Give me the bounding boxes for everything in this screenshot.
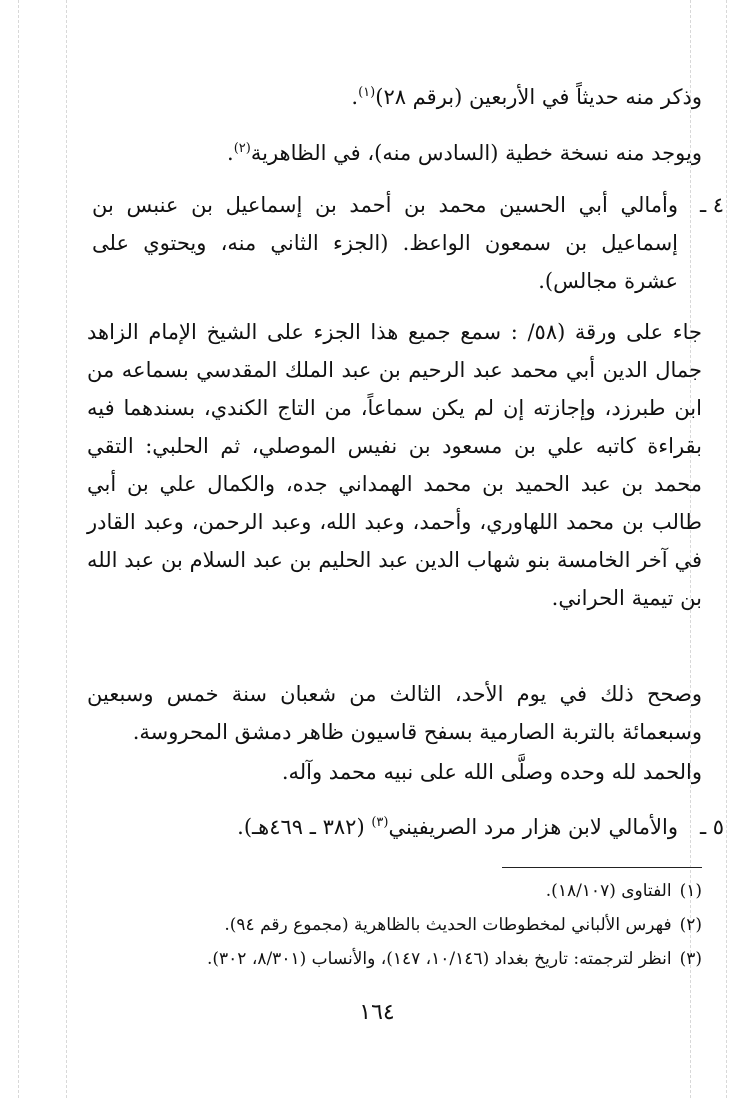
footnote-number: (٢) — [679, 915, 702, 935]
footnotes — [82, 874, 702, 976]
scan-guide-line — [726, 0, 727, 1098]
list-item-5 — [92, 808, 725, 846]
footnote-text: الفتاوى (١٨/١٠٧). — [545, 881, 672, 901]
footnote-marker-3[interactable]: (٣) — [371, 815, 389, 830]
paragraph-forty-hadith: وذكر منه حديثاً في الأربعين (برقم ٢٨)$^{(١)}$. — [351, 85, 702, 109]
footnote-text: انظر لترجمته: تاريخ بغداد (١٠/١٤٦، ١٤٧)، والأنساب (٨/٣٠١، ٣٠٢). — [206, 949, 672, 969]
paragraph-text: ويوجد منه نسخة خطية (السادس منه)، في الظاهرية — [250, 141, 702, 165]
footnote-number: (١) — [679, 881, 702, 901]
item-dates: (٣٨٢ ـ ٤٦٩هـ). — [237, 815, 365, 839]
scan-guide-line — [18, 0, 19, 1098]
paragraph-verification: وصحح ذلك في يوم الأحد، الثالث من شعبان سنة خمس وسبعين وسبعمائة بالتربة الصارمية بسفح قاسيون ظاهر دمشق المحروسة. — [87, 682, 702, 744]
footnote-text: فهرس الألباني لمخطوطات الحديث بالظاهرية (مجموع رقم ٩٤). — [224, 915, 672, 935]
item-text: والأمالي لابن هزار مرد الصريفيني — [388, 815, 678, 839]
scan-guide-line — [66, 0, 67, 1098]
footnote-marker-1[interactable]: (١) — [358, 85, 376, 100]
paragraph-audition-note: جاء على ورقة (٥٨/ : سمع جميع هذا الجزء على الشيخ الإمام الزاهد جمال الدين أبي محمد عبد الرحيم بن عبد الملك المقدسي بسماعه من ابن طبرزد، وإجازته إن لم يكن سماعاً، من التاج الكندي، بسندهما فيه بقراءة كاتبه علي بن مسعود بن نفيس الموصلي، ثم الحلبي: التقي محمد بن عبد الحميد بن محمد الهمداني جده، والكمال علي بن أبي طالب بن محمد اللهاوري، وأحمد، وعبد الله، وعبد الرحمن، وعبد القادر في آخر الخامسة بنو شهاب الدين عبد الحليم بن عبد السلام بن عبد الله بن تيمية الحراني. — [87, 320, 702, 610]
list-item-4 — [92, 186, 725, 300]
paragraph-text: وذكر منه حديثاً في الأربعين (برقم ٢٨) — [375, 85, 702, 109]
footnote-3 — [82, 942, 702, 976]
paragraph-manuscript-copy: ويوجد منه نسخة خطية (السادس منه)، في الظاهرية$^{(٢)}$. — [227, 141, 702, 165]
page-number: ١٦٤ — [359, 1000, 395, 1025]
item-number: ٥ ـ — [699, 815, 725, 839]
footnote-number: (٣) — [679, 949, 702, 969]
paragraph-doxology: والحمد لله وحده وصلَّى الله على نبيه محمد وآله. — [281, 760, 702, 784]
footnote-marker-2[interactable]: (٢) — [233, 141, 251, 156]
item-number: ٤ ـ — [699, 193, 725, 217]
footnote-2 — [82, 908, 702, 942]
footnote-divider — [502, 867, 702, 868]
footnote-1 — [82, 874, 702, 908]
item-text: وأمالي أبي الحسين محمد بن أحمد بن إسماعيل بن عنبس بن إسماعيل بن سمعون الواعظ. (الجزء الثاني منه، ويحتوي على عشرة مجالس). — [92, 193, 678, 293]
